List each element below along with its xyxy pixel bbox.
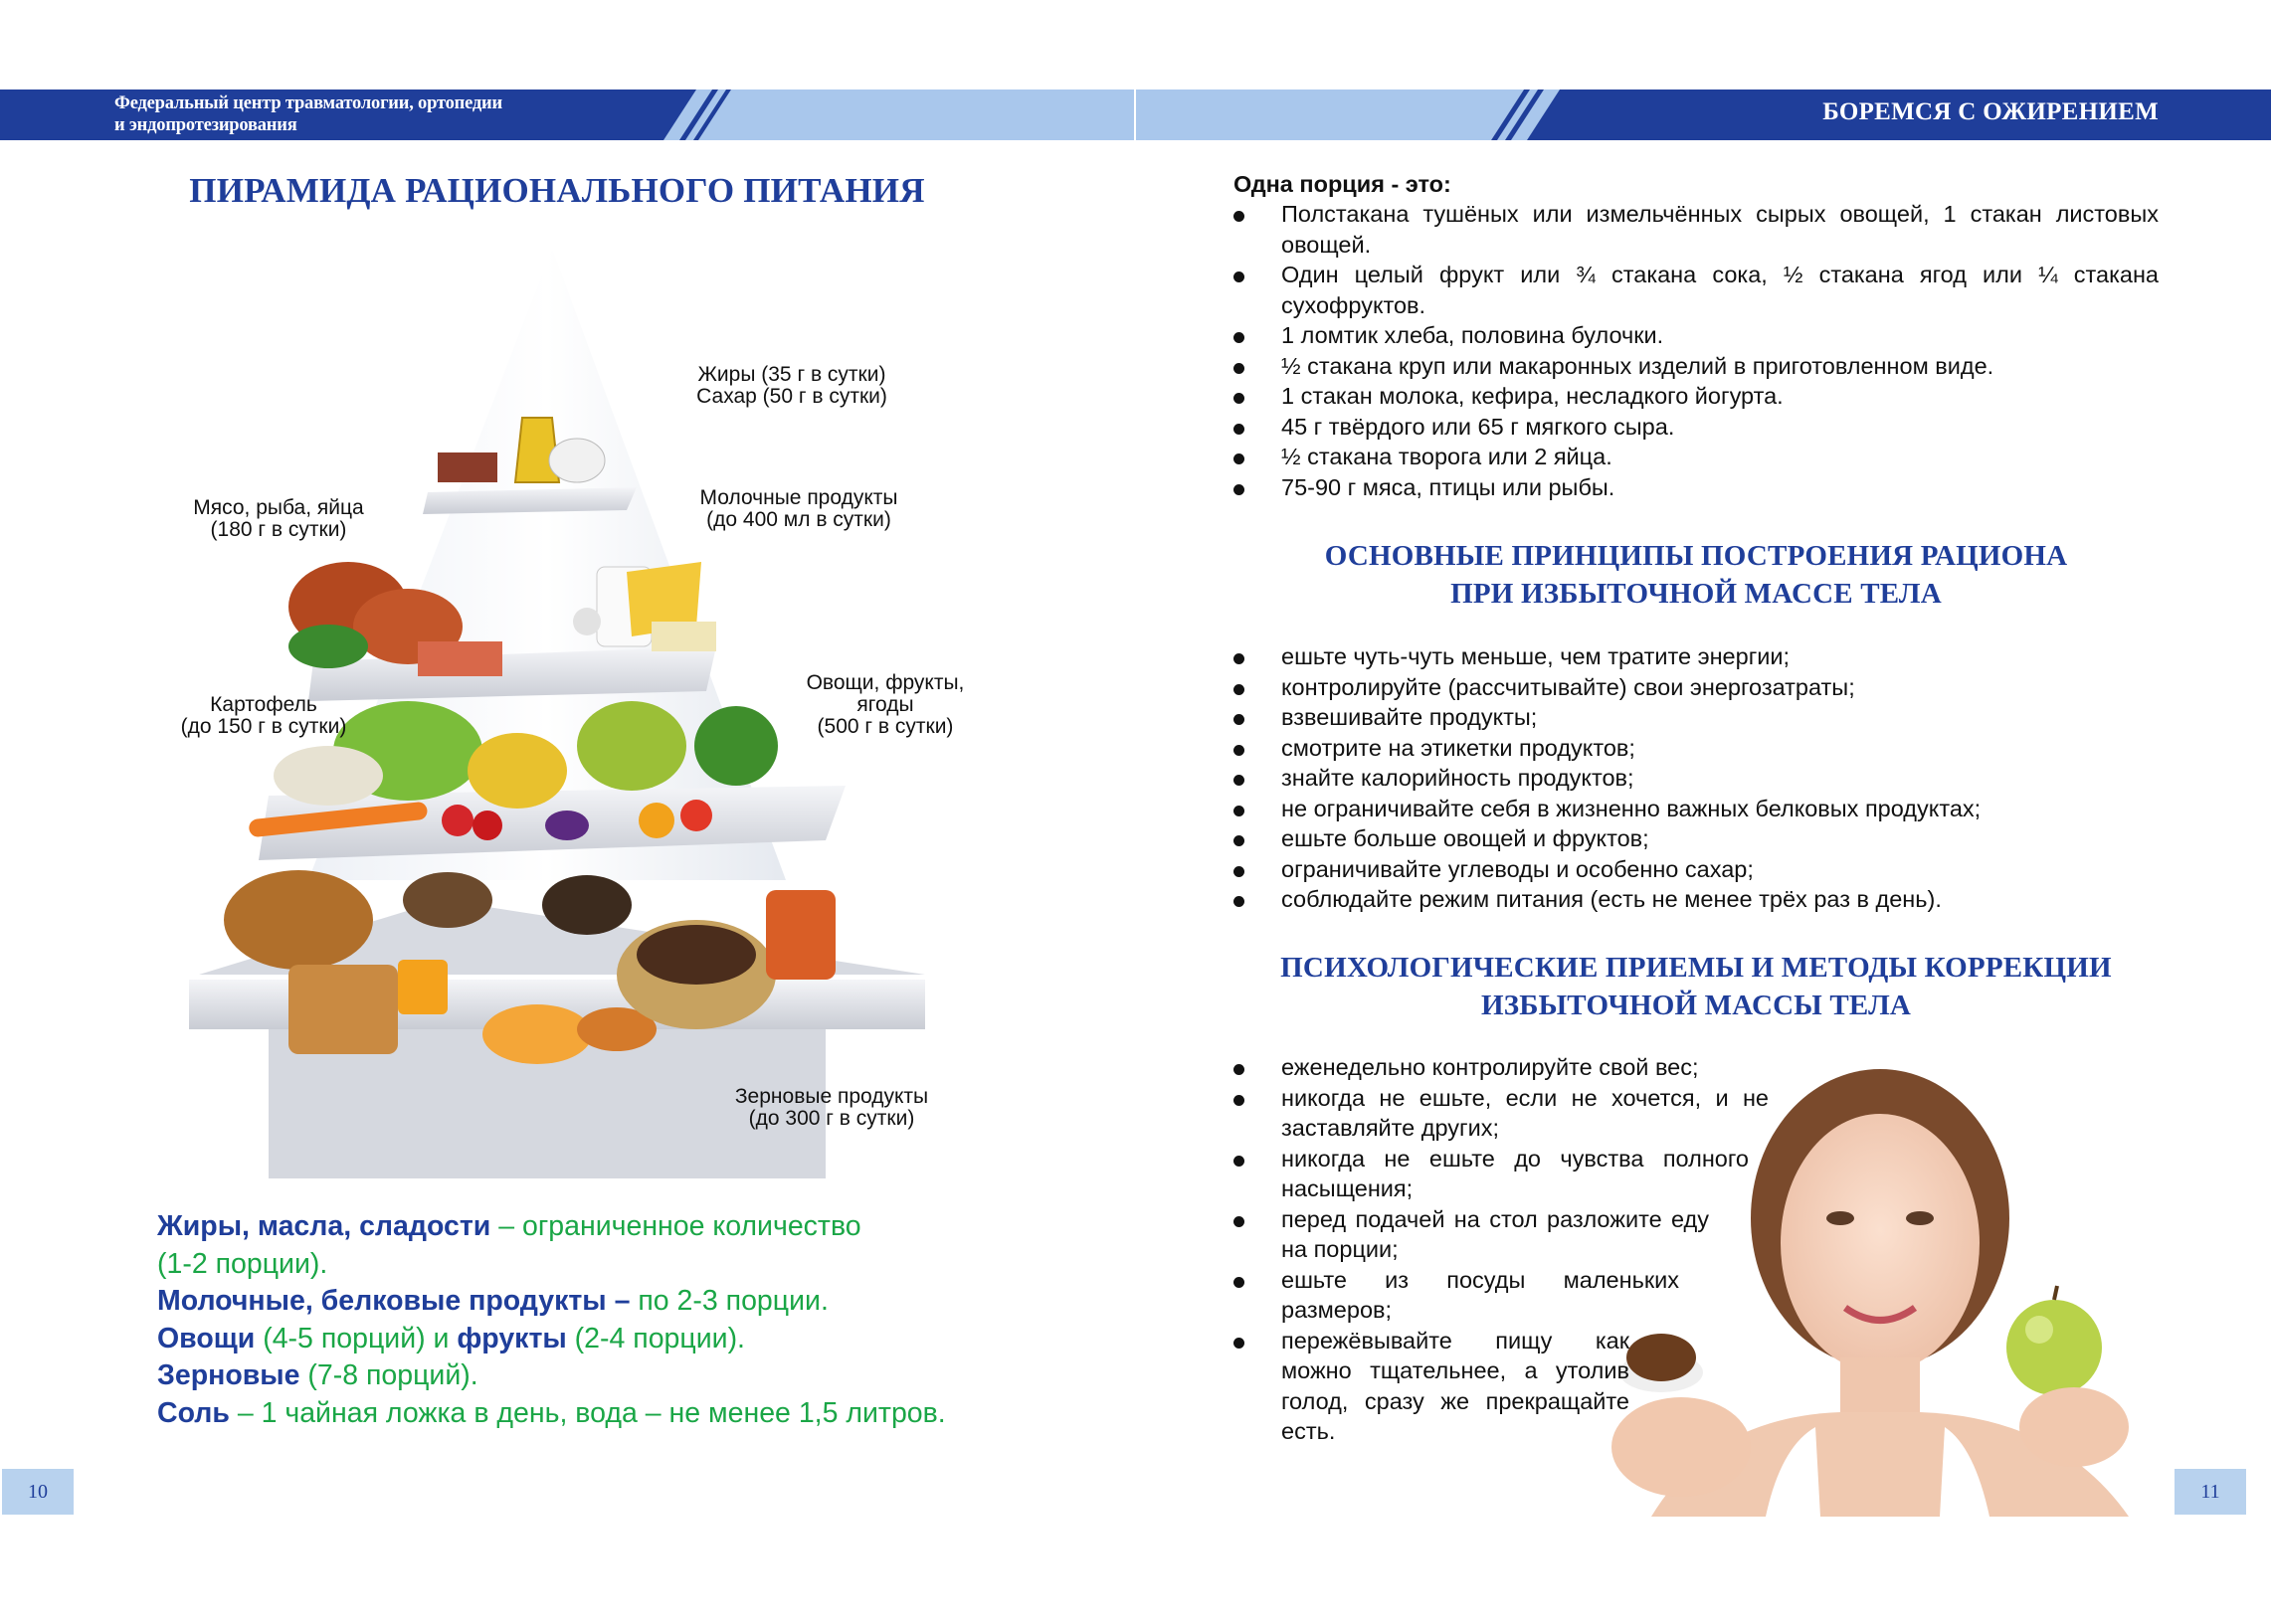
summary-veg-mid: (4-5 порций) и — [255, 1322, 458, 1354]
principle-item: ограничивайте углеводы и особенно сахар; — [1233, 854, 2159, 885]
label-veg-line1: Овощи, фрукты, — [806, 671, 965, 694]
summary-salt-bold: Соль — [157, 1396, 230, 1429]
label-vegetables — [781, 672, 990, 738]
principle-item: не ограничивайте себя в жизненно важных белковых продуктах; — [1233, 794, 2159, 824]
portion-item: Один целый фрукт или ¾ стакана сока, ½ стакана ягод или ¼ стакана сухофруктов. — [1233, 260, 2159, 320]
label-meat-line2: (180 г в сутки) — [210, 518, 347, 541]
portion-summary — [157, 1208, 1013, 1432]
principles-section — [1233, 641, 2159, 915]
page-number-right: 11 — [2175, 1469, 2246, 1515]
psych-item: пережёвывайте пищу как можно тщательнее, а утолив голод, сразу же прекращайте есть. — [1233, 1326, 1629, 1447]
summary-fruit-rest: (2-4 порции). — [566, 1322, 745, 1354]
label-grain-line2: (до 300 г в сутки) — [748, 1107, 915, 1130]
label-fats-line2: Сахар (50 г в сутки) — [696, 385, 887, 408]
summary-line-vegetables — [157, 1321, 1013, 1358]
label-fats — [672, 364, 911, 408]
portion-item: 1 стакан молока, кефира, несладкого йогурта. — [1233, 381, 2159, 412]
principle-item: ешьте чуть-чуть меньше, чем тратите энергии; — [1233, 641, 2159, 672]
psych-section — [1233, 1052, 1791, 1447]
principle-item: соблюдайте режим питания (есть не менее трёх раз в день). — [1233, 884, 2159, 915]
principle-item: смотрите на этикетки продуктов; — [1233, 733, 2159, 764]
summary-line-dairy — [157, 1283, 1013, 1321]
label-fats-line1: Жиры (35 г в сутки) — [697, 363, 886, 386]
header-org-line2: и эндопротезирования — [114, 115, 297, 135]
portion-item: Полстакана тушёных или измельчённых сырых овощей, 1 стакан листовых овощей. — [1233, 199, 2159, 260]
page-number-left: 10 — [2, 1469, 74, 1515]
portion-item: 45 г твёрдого или 65 г мягкого сыра. — [1233, 412, 2159, 443]
summary-line-fats — [157, 1208, 1013, 1246]
summary-grain-rest: (7-8 порций). — [299, 1359, 478, 1391]
principle-item: знайте калорийность продуктов; — [1233, 763, 2159, 794]
label-potato-line2: (до 150 г в сутки) — [180, 715, 347, 738]
psych-item: никогда не ешьте, если не хочется, и не заставляйте других; — [1233, 1083, 1769, 1144]
psych-item: ешьте из посуды маленьких размеров; — [1233, 1265, 1679, 1326]
label-veg-line3: (500 г в сутки) — [817, 715, 954, 738]
principles-title — [1224, 537, 2169, 613]
portion-list — [1233, 199, 2159, 502]
psych-title-line2: ИЗБЫТОЧНОЙ МАССЫ ТЕЛА — [1480, 990, 1912, 1021]
portion-item: 1 ломтик хлеба, половина булочки. — [1233, 320, 2159, 351]
psych-item: перед подачей на стол разложите еду на порции; — [1233, 1204, 1709, 1265]
summary-fats-bold: Жиры, масла, сладости — [157, 1210, 491, 1242]
label-grain-line1: Зерновые продукты — [734, 1085, 929, 1108]
label-dairy-line1: Молочные продукты — [699, 486, 898, 509]
portion-heading: Одна порция - это: — [1233, 171, 1451, 197]
principles-title-line2: ПРИ ИЗБЫТОЧНОЙ МАССЕ ТЕЛА — [1450, 578, 1942, 610]
portion-item: ½ стакана творога или 2 яйца. — [1233, 442, 2159, 472]
psych-item: никогда не ешьте до чувства полного насыщения; — [1233, 1144, 1749, 1204]
principles-title-line1: ОСНОВНЫЕ ПРИНЦИПЫ ПОСТРОЕНИЯ РАЦИОНА — [1324, 540, 2068, 572]
label-grain — [712, 1086, 951, 1130]
psych-item: еженедельно контролируйте свой вес; — [1233, 1052, 1791, 1083]
label-veg-line2: ягоды — [856, 693, 914, 716]
header-organization — [114, 92, 671, 136]
header-right-title: БОРЕМСЯ С ОЖИРЕНИЕМ — [1822, 98, 2159, 125]
principles-list — [1233, 641, 2159, 915]
header-org-line1: Федеральный центр травматологии, ортопедии — [114, 93, 502, 113]
label-potato — [159, 694, 368, 738]
portion-section — [1233, 169, 2159, 502]
label-meat-line1: Мясо, рыба, яйца — [193, 496, 364, 519]
summary-salt-rest: – 1 чайная ложка в день, вода – не менее 1,5 литров. — [229, 1396, 946, 1429]
psych-list — [1233, 1052, 1791, 1447]
summary-dairy-bold: Молочные, белковые продукты – — [157, 1285, 631, 1317]
label-dairy — [684, 487, 913, 531]
summary-fruit-bold: фрукты — [457, 1322, 567, 1354]
label-potato-line1: Картофель — [210, 693, 317, 716]
summary-fats-portions: (1-2 порции). — [157, 1247, 328, 1280]
summary-line-salt — [157, 1395, 1013, 1433]
principle-item: взвешивайте продукты; — [1233, 702, 2159, 733]
principle-item: контролируйте (рассчитывайте) свои энергозатраты; — [1233, 672, 2159, 703]
summary-fats-rest: – ограниченное количество — [490, 1210, 861, 1242]
psych-title-line1: ПСИХОЛОГИЧЕСКИЕ ПРИЕМЫ И МЕТОДЫ КОРРЕКЦИИ — [1280, 952, 2112, 984]
label-dairy-line2: (до 400 мл в сутки) — [706, 508, 891, 531]
label-meat — [164, 497, 393, 541]
summary-grain-bold: Зерновые — [157, 1359, 300, 1391]
portion-item: 75-90 г мяса, птицы или рыбы. — [1233, 472, 2159, 503]
pyramid-title: ПИРАМИДА РАЦИОНАЛЬНОГО ПИТАНИЯ — [189, 171, 925, 210]
principle-item: ешьте больше овощей и фруктов; — [1233, 823, 2159, 854]
portion-item: ½ стакана круп или макаронных изделий в приготовленном виде. — [1233, 351, 2159, 382]
summary-line-grain — [157, 1357, 1013, 1395]
summary-veg-bold: Овощи — [157, 1322, 256, 1354]
psych-title — [1224, 949, 2169, 1024]
summary-dairy-rest: по 2-3 порции. — [630, 1285, 829, 1317]
